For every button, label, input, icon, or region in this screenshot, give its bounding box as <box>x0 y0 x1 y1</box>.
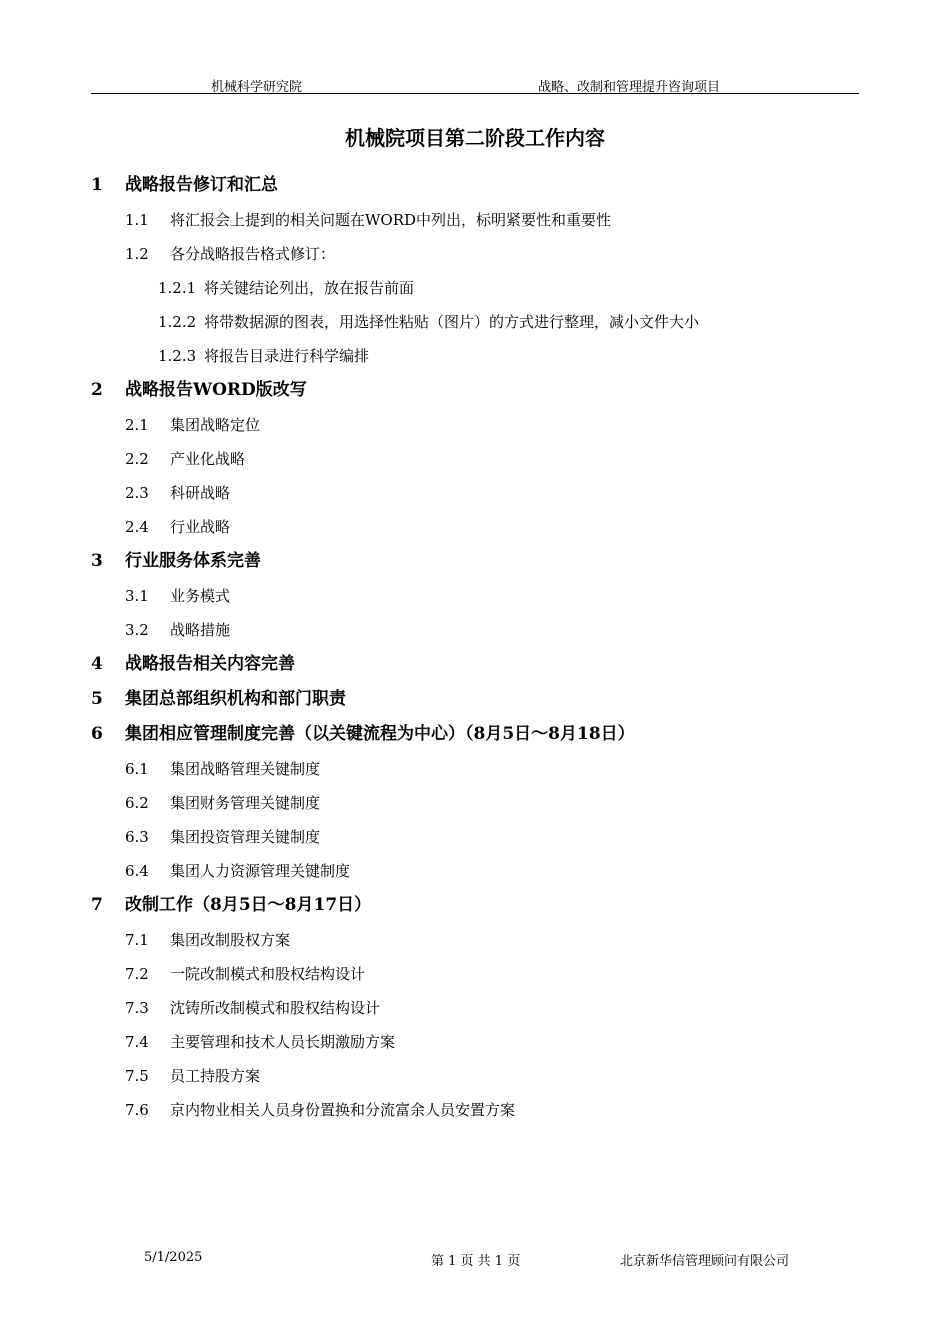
item-text: 将汇报会上提到的相关问题在WORD中列出，标明紧要性和重要性 <box>170 211 612 229</box>
list-item <box>91 442 859 476</box>
item-number: 7.4 <box>125 1033 149 1051</box>
list-item <box>91 1059 859 1093</box>
section-3 <box>91 544 859 647</box>
item-number: 2.2 <box>125 450 149 468</box>
sub-item-number: 1.2.2 <box>158 313 197 331</box>
item-text: 集团人力资源管理关键制度 <box>170 862 351 880</box>
list-item <box>91 1025 859 1059</box>
list-item <box>91 1093 859 1127</box>
footer-date: 5/1/2025 <box>144 1250 203 1265</box>
header-organization: 机械科学研究院 <box>211 80 303 95</box>
list-item <box>91 991 859 1025</box>
section-heading <box>91 717 859 752</box>
section-number: 4 <box>91 654 103 674</box>
section-2 <box>91 373 859 544</box>
section-6 <box>91 717 859 888</box>
item-text: 科研战略 <box>170 484 231 502</box>
sub-item-number: 1.2.1 <box>158 279 197 297</box>
sub-item-text: 将关键结论列出，放在报告前面 <box>204 279 415 297</box>
item-number: 6.2 <box>125 794 149 812</box>
item-number: 7.5 <box>125 1067 149 1085</box>
list-item <box>91 786 859 820</box>
section-number: 3 <box>91 551 103 571</box>
sub-item-text: 将带数据源的图表，用选择性粘贴（图片）的方式进行整理，减小文件大小 <box>204 313 700 331</box>
item-number: 1.2 <box>125 245 149 263</box>
item-number: 2.4 <box>125 518 149 536</box>
section-1 <box>91 168 859 373</box>
list-item <box>91 820 859 854</box>
item-text: 集团战略管理关键制度 <box>170 760 321 778</box>
sub-item <box>91 271 859 305</box>
list-item <box>91 854 859 888</box>
item-number: 6.4 <box>125 862 149 880</box>
section-title: 战略报告修订和汇总 <box>125 175 278 195</box>
section-heading <box>91 373 859 408</box>
section-7 <box>91 888 859 1127</box>
sub-item <box>91 305 859 339</box>
item-number: 7.2 <box>125 965 149 983</box>
item-text: 沈铸所改制模式和股权结构设计 <box>170 999 381 1017</box>
item-number: 6.1 <box>125 760 149 778</box>
item-text: 员工持股方案 <box>170 1067 261 1085</box>
section-title: 集团总部组织机构和部门职责 <box>125 689 346 709</box>
list-item <box>91 237 859 271</box>
outline <box>91 168 859 1127</box>
sub-item <box>91 339 859 373</box>
item-text: 京内物业相关人员身份置换和分流富余人员安置方案 <box>170 1101 516 1119</box>
item-text: 主要管理和技术人员长期激励方案 <box>170 1033 396 1051</box>
list-item <box>91 579 859 613</box>
item-number: 3.1 <box>125 587 149 605</box>
footer-company: 北京新华信管理顾问有限公司 <box>620 1254 790 1269</box>
section-title: 战略报告相关内容完善 <box>125 654 295 674</box>
item-number: 2.3 <box>125 484 149 502</box>
list-item <box>91 203 859 237</box>
section-title: 战略报告WORD版改写 <box>125 380 307 400</box>
section-number: 7 <box>91 895 103 915</box>
item-number: 3.2 <box>125 621 149 639</box>
item-number: 7.1 <box>125 931 149 949</box>
section-title: 改制工作（8月5日～8月17日） <box>125 895 372 915</box>
item-text: 产业化战略 <box>170 450 246 468</box>
list-item <box>91 476 859 510</box>
section-heading <box>91 168 859 203</box>
item-text: 行业战略 <box>170 518 231 536</box>
section-number: 6 <box>91 724 103 744</box>
section-number: 2 <box>91 380 103 400</box>
sub-item-number: 1.2.3 <box>158 347 197 365</box>
section-title: 集团相应管理制度完善（以关键流程为中心）（8月5日～8月18日） <box>125 724 635 744</box>
list-item <box>91 923 859 957</box>
item-number: 1.1 <box>125 211 149 229</box>
section-heading <box>91 888 859 923</box>
item-text: 一院改制模式和股权结构设计 <box>170 965 366 983</box>
item-text: 集团战略定位 <box>170 416 261 434</box>
list-item <box>91 957 859 991</box>
section-heading <box>91 544 859 579</box>
item-number: 7.6 <box>125 1101 149 1119</box>
list-item <box>91 613 859 647</box>
item-text: 集团改制股权方案 <box>170 931 291 949</box>
section-4 <box>91 647 859 682</box>
section-number: 1 <box>91 175 103 195</box>
sub-item-text: 将报告目录进行科学编排 <box>204 347 370 365</box>
section-title: 行业服务体系完善 <box>125 551 261 571</box>
section-heading <box>91 647 859 682</box>
item-text: 集团投资管理关键制度 <box>170 828 321 846</box>
section-number: 5 <box>91 689 103 709</box>
item-text: 业务模式 <box>170 587 231 605</box>
item-number: 6.3 <box>125 828 149 846</box>
footer-page-number: 第 1 页 共 1 页 <box>431 1254 521 1269</box>
section-5 <box>91 682 859 717</box>
page-header <box>91 72 859 94</box>
item-number: 2.1 <box>125 416 149 434</box>
section-heading <box>91 682 859 717</box>
header-project: 战略、改制和管理提升咨询项目 <box>538 80 721 95</box>
item-number: 7.3 <box>125 999 149 1017</box>
item-text: 各分战略报告格式修订： <box>170 245 336 263</box>
list-item <box>91 752 859 786</box>
list-item <box>91 408 859 442</box>
item-text: 集团财务管理关键制度 <box>170 794 321 812</box>
document-title: 机械院项目第二阶段工作内容 <box>345 126 605 150</box>
item-text: 战略措施 <box>170 621 231 639</box>
list-item <box>91 510 859 544</box>
